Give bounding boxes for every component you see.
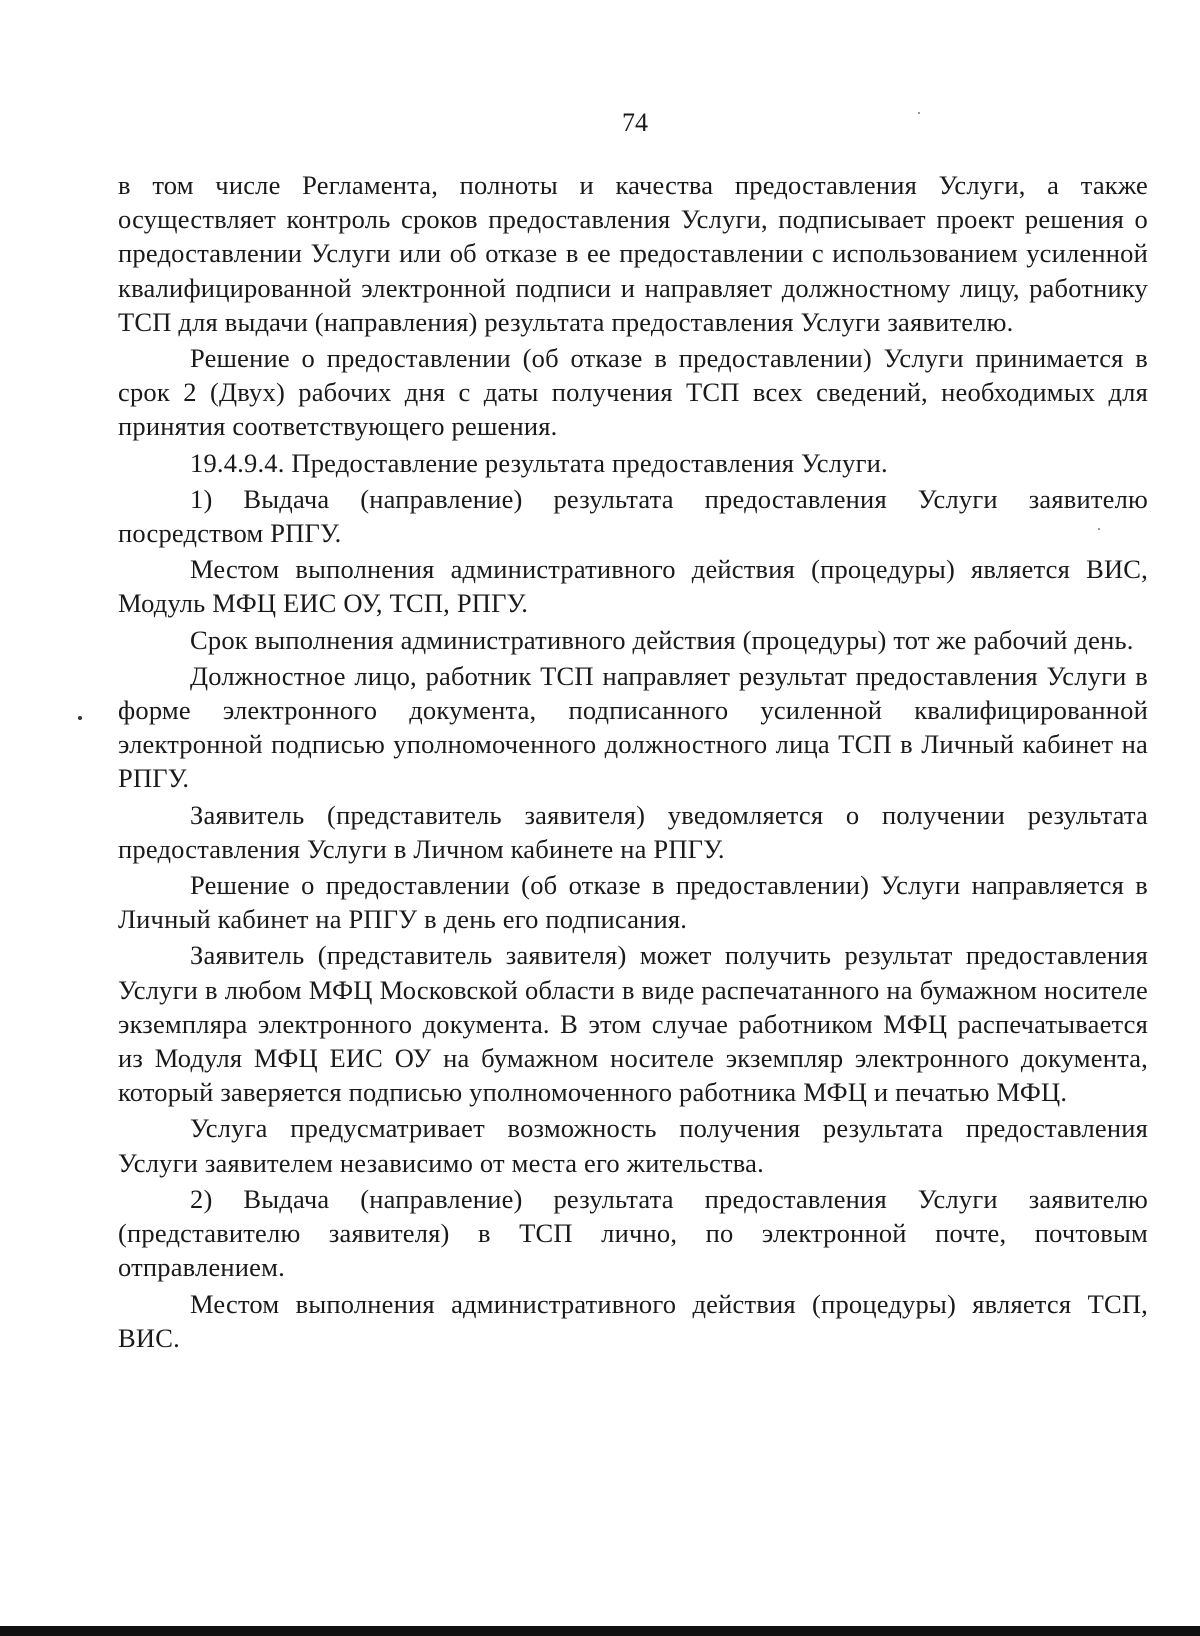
paragraph: Местом выполнения административного действия (процедуры) является ТСП, ВИС. [118,1288,1148,1353]
scan-speck [918,112,920,114]
paragraph: Должностное лицо, работник ТСП направляет результат предоставления Услуги в форме электронного документа, подписанного усиленной квалифицированной электронной подписью уполномоченного должностного лица ТСП в Личный кабинет на РПГУ. [118,660,1148,794]
paragraph: Услуга предусматривает возможность получения результата предоставления Услуги заявителем независимо от места его жительства. [118,1113,1148,1178]
paragraph: Срок выполнения административного действия (процедуры) тот же рабочий день. [190,624,1134,655]
paragraph: Решение о предоставлении (об отказе в предоставлении) Услуги направляется в Личный кабинет на РПГУ в день его подписания. [118,870,1148,935]
scan-edge [0,1626,1200,1636]
section-heading: 19.4.9.4. Предоставление результата предоставления Услуги. [190,447,888,478]
paragraph: в том числе Регламента, полноты и качества предоставления Услуги, а также осуществляет контроль сроков предоставления Услуги, подписывает проект решения о предоставлении Услуги или об отказе в ее предоставлении с использованием усиленной квалифицированной электронной подписи и направляет должностному лицу, работнику ТСП для выдачи (направления) результата предоставления Услуги заявителю. [118,170,1148,337]
scan-speck [1098,528,1100,530]
document-body [118,168,1148,1357]
page-number: 74 [622,108,648,137]
paragraph: Заявитель (представитель заявителя) может получить результат предоставления Услуги в любом МФЦ Московской области в виде распечатанного на бумажном носителе экземпляра электронного документа. В этом случае работником МФЦ распечатывается из Модуля МФЦ ЕИС ОУ на бумажном носителе экземпляр электронного документа, который заверяется подписью уполномоченного работника МФЦ и печатью МФЦ. [118,940,1148,1108]
paragraph: 1) Выдача (направление) результата предоставления Услуги заявителю посредством РПГУ. [118,483,1148,549]
margin-mark [78,716,82,720]
paragraph: Заявитель (представитель заявителя) уведомляется о получении результата предоставления Услуги в Личном кабинете на РПГУ. [118,799,1148,864]
paragraph: Местом выполнения административного действия (процедуры) является ВИС, Модуль МФЦ ЕИС ОУ, ТСП, РПГУ. [118,554,1148,619]
paragraph: 2) Выдача (направление) результата предоставления Услуги заявителю (представителю заявителя) в ТСП лично, по электронной почте, почтовым отправлением. [118,1183,1148,1283]
paragraph: Решение о предоставлении (об отказе в предоставлении) Услуги принимается в срок 2 (Двух) рабочих дня с даты получения ТСП всех сведений, необходимых для принятия соответствующего решения. [118,343,1148,442]
